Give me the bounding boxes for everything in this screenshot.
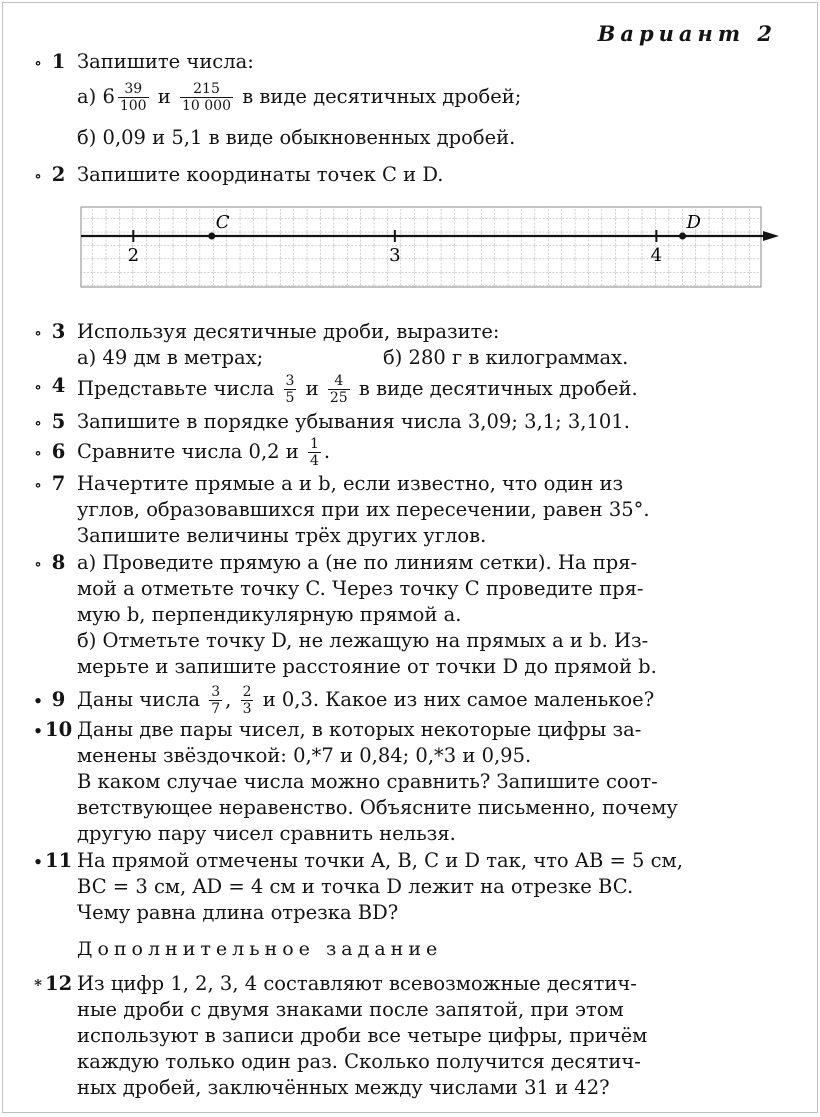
task-number: 3: [51, 320, 66, 343]
fraction: $\frac{39}{100}$: [119, 81, 147, 114]
task-number: 8: [51, 551, 66, 574]
point-label: D: [686, 212, 701, 233]
fraction: $\frac{3}{5}$: [285, 373, 295, 406]
worksheet-page: [2, 2, 818, 1113]
task-10-line: менены звёздочкой: 0,*7 и 0,84; 0,*3 и 0,95.: [77, 744, 532, 767]
task-marker: ∘: [34, 324, 42, 342]
task-3: [31, 319, 791, 371]
task-11: [31, 848, 791, 926]
fraction: $\frac{215}{10 000}$: [182, 81, 231, 114]
task-marker: ∘: [34, 167, 42, 185]
task-10-line: Даны две пары чисел, в которых некоторые цифры за-: [77, 718, 642, 741]
fraction: $\frac{1}{4}$: [309, 436, 319, 469]
task-1: ∘ 1 Запишите числа: а) 6 $\frac{39}{100}$ и $\frac{215}{10 000}$ в виде десятичных дробей; б) 0,09 и 5,1 в виде обыкновенных дробей.: [31, 49, 791, 151]
task-11-line: Чему равна длина отрезка BD?: [77, 901, 399, 924]
extra-task-heading: Дополнительное задание: [77, 938, 443, 960]
tick-label: 2: [127, 245, 140, 266]
task-8: [31, 550, 791, 680]
task-number: 11: [45, 849, 73, 872]
task-8-line: мерьте и запишите расстояние от точки D до прямой b.: [77, 655, 657, 678]
task-2: [31, 162, 791, 188]
task-4: ∘ 4 Представьте числа $\frac{3}{5}$ и $\frac{4}{25}$ в виде десятичных дробей.: [31, 373, 791, 405]
task-number: 7: [51, 472, 66, 495]
tick-label: 3: [389, 245, 401, 266]
task-6: ∘ 6 Сравните числа 0,2 и $\frac{1}{4}$ .: [31, 433, 791, 471]
task-11-line: На прямой отмечены точки A, B, C и D так, что AB = 5 см,: [77, 849, 683, 872]
task-marker: ∘: [34, 444, 42, 462]
task-7-line: углов, образовавшихся при их пересечении, равен 35°.: [77, 498, 650, 521]
task-marker: •: [33, 692, 43, 710]
task-number: 10: [45, 718, 73, 741]
point-c: [208, 233, 215, 240]
task-12-line: Из цифр 1, 2, 3, 4 составляют всевозможные десятич-: [77, 972, 637, 995]
task-number: 12: [45, 972, 73, 995]
task-marker: ∘: [34, 414, 42, 432]
task-number: 6: [51, 440, 66, 463]
task-12-line: ных дробей, заключённых между числами 31 и 42?: [77, 1076, 610, 1099]
task-number: 4: [51, 374, 66, 397]
task-10-line: ветствующее неравенство. Объясните письменно, почему: [77, 796, 678, 819]
task-marker: *: [34, 976, 42, 994]
task-8-line: мую b, перпендикулярную прямой a.: [77, 603, 462, 626]
fraction: $\frac{2}{3}$: [242, 684, 252, 717]
task-marker: •: [33, 853, 43, 871]
task-12-line: используют в записи дроби все четыре цифры, причём: [77, 1024, 648, 1047]
task-8-line: б) Отметьте точку D, не лежащую на прямых a и b. Из-: [77, 629, 649, 652]
task-marker: ∘: [34, 476, 42, 494]
task-5-text: Запишите в порядке убывания числа 3,09; 3,1; 3,101.: [77, 410, 630, 433]
variant-title: Вариант 2: [597, 21, 777, 46]
task-10: [31, 717, 791, 847]
task-2-text: Запишите координаты точек C и D.: [77, 163, 444, 186]
point-d: [679, 233, 686, 240]
mixed-whole: 6: [102, 85, 115, 108]
tick-label: 4: [650, 245, 663, 266]
task-3-title: Используя десятичные дроби, выразите:: [77, 320, 500, 343]
task-number: 5: [51, 410, 66, 433]
task-8-line: а) Проведите прямую a (не по линиям сетки). На пря-: [77, 551, 638, 574]
task-9: • 9 Даны числа $\frac{3}{7}$ , $\frac{2}{3}$ и 0,3. Какое из них самое маленькое?: [31, 681, 791, 719]
task-12-line: ные дроби с двумя знаками после запятой, при этом: [77, 998, 624, 1021]
task-marker: ∘: [34, 378, 42, 396]
fraction: $\frac{3}{7}$: [211, 684, 221, 717]
task-11-line: BC = 3 см, AD = 4 см и точка D лежит на отрезке BC.: [77, 875, 634, 898]
task-3-b: б) 280 г в килограммах.: [383, 346, 629, 369]
task-5: [31, 409, 791, 435]
task-10-line: В каком случае числа можно сравнить? Запишите соот-: [77, 770, 658, 793]
fraction: $\frac{4}{25}$: [329, 373, 348, 406]
task-10-line: другую пару чисел сравнить нельзя.: [77, 822, 456, 845]
task-number: 1: [51, 50, 66, 73]
task-8-line: мой a отметьте точку C. Через точку C проведите пря-: [77, 577, 644, 600]
axis-arrow: [763, 231, 779, 241]
task-12-line: каждую только один раз. Сколько получится десятич-: [77, 1050, 641, 1073]
point-label: C: [215, 212, 230, 233]
task-number: 9: [51, 688, 66, 711]
number-line-grid: [79, 205, 783, 293]
task-7-line: Начертите прямые a и b, если известно, что один из: [77, 472, 624, 495]
task-7: [31, 471, 791, 549]
task-1-title: Запишите числа:: [77, 50, 254, 73]
task-3-a: а) 49 дм в метрах;: [77, 346, 264, 369]
task-12: [31, 971, 791, 1101]
task-number: 2: [51, 163, 66, 186]
task-7-line: Запишите величины трёх других углов.: [77, 524, 487, 547]
task-marker: •: [33, 722, 43, 740]
task-marker: ∘: [34, 54, 42, 72]
task-1-b: б) 0,09 и 5,1 в виде обыкновенных дробей.: [77, 126, 516, 149]
task-marker: ∘: [34, 555, 42, 573]
